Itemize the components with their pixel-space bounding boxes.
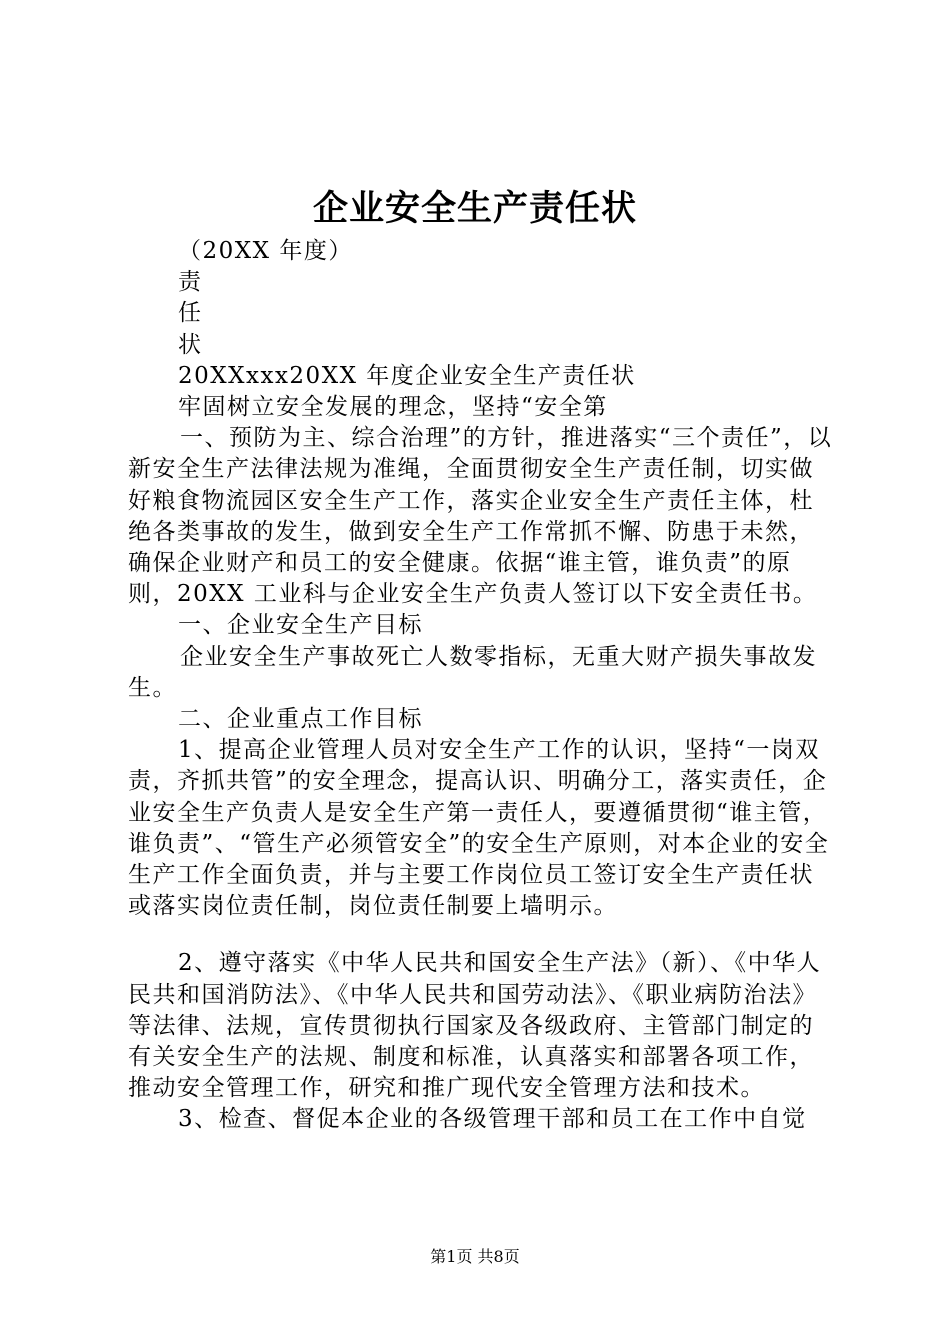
item-paragraph-3: 3、检查、督促本企业的各级管理干部和员工在工作中自觉 <box>178 1106 807 1133</box>
item-paragraph-1: 1、提高企业管理人员对安全生产工作的认识，坚持“一岗双责，齐抓共管”的安全理念，提高认识、明确分工，落实责任，企业安全生产负责人是安全生产第一责任人，要遵循贯彻“谁主管，谁负责”、“管生产必须管安全”的安全生产原则，对本企业的安全生产工作全面负责，并与主要工作岗位员工签订安全生产责任状或落实岗位责任制，岗位责任制要上墙明示。 <box>128 737 830 920</box>
document-body <box>128 236 838 1136</box>
document-title: 企业安全生产责任状 <box>312 188 637 229</box>
intro-paragraph: 一、预防为主、综合治理”的方针，推进落实“三个责任”，以新安全生产法律法规为准绳，全面贯彻安全生产责任制，切实做好粮食物流园区安全生产工作，落实企业安全生产责任主体，杜绝各类事故的发生，做到安全生产工作常抓不懈、防患于未然，确保企业财产和员工的安全健康。依据“谁主管，谁负责”的原则，20XX 工业科与企业安全生产负责人签订以下安全责任书。 <box>128 425 833 608</box>
vertical-char-1: 责 <box>178 269 203 296</box>
subtitle-line: 20XXxxx20XX 年度企业安全生产责任状 <box>178 362 636 389</box>
item-paragraph-2: 2、遵守落实《中华人民共和国安全生产法》（新）、《中华人民共和国消防法》、《中华人民共和国劳动法》、《职业病防治法》等法律、法规，宣传贯彻执行国家及各级政府、主管部门制定的有关安全生产的法规、制度和标准，认真落实和部署各项工作，推动安全管理工作，研究和推广现代安全管理方法和技术。 <box>128 950 822 1102</box>
paragraph-gap <box>128 922 838 948</box>
vertical-char-2: 任 <box>178 300 203 327</box>
vertical-char-3: 状 <box>178 331 203 358</box>
page-number: 第1页 共8页 <box>430 1247 520 1266</box>
year-line: （20XX 年度） <box>178 238 353 264</box>
section-paragraph-1: 企业安全生产事故死亡人数零指标，无重大财产损失事故发生。 <box>128 643 817 701</box>
intro-line: 牢固树立安全发展的理念，坚持“安全第 <box>178 394 608 421</box>
section-heading-2: 二、企业重点工作目标 <box>178 706 423 733</box>
section-heading-1: 一、企业安全生产目标 <box>178 612 423 639</box>
